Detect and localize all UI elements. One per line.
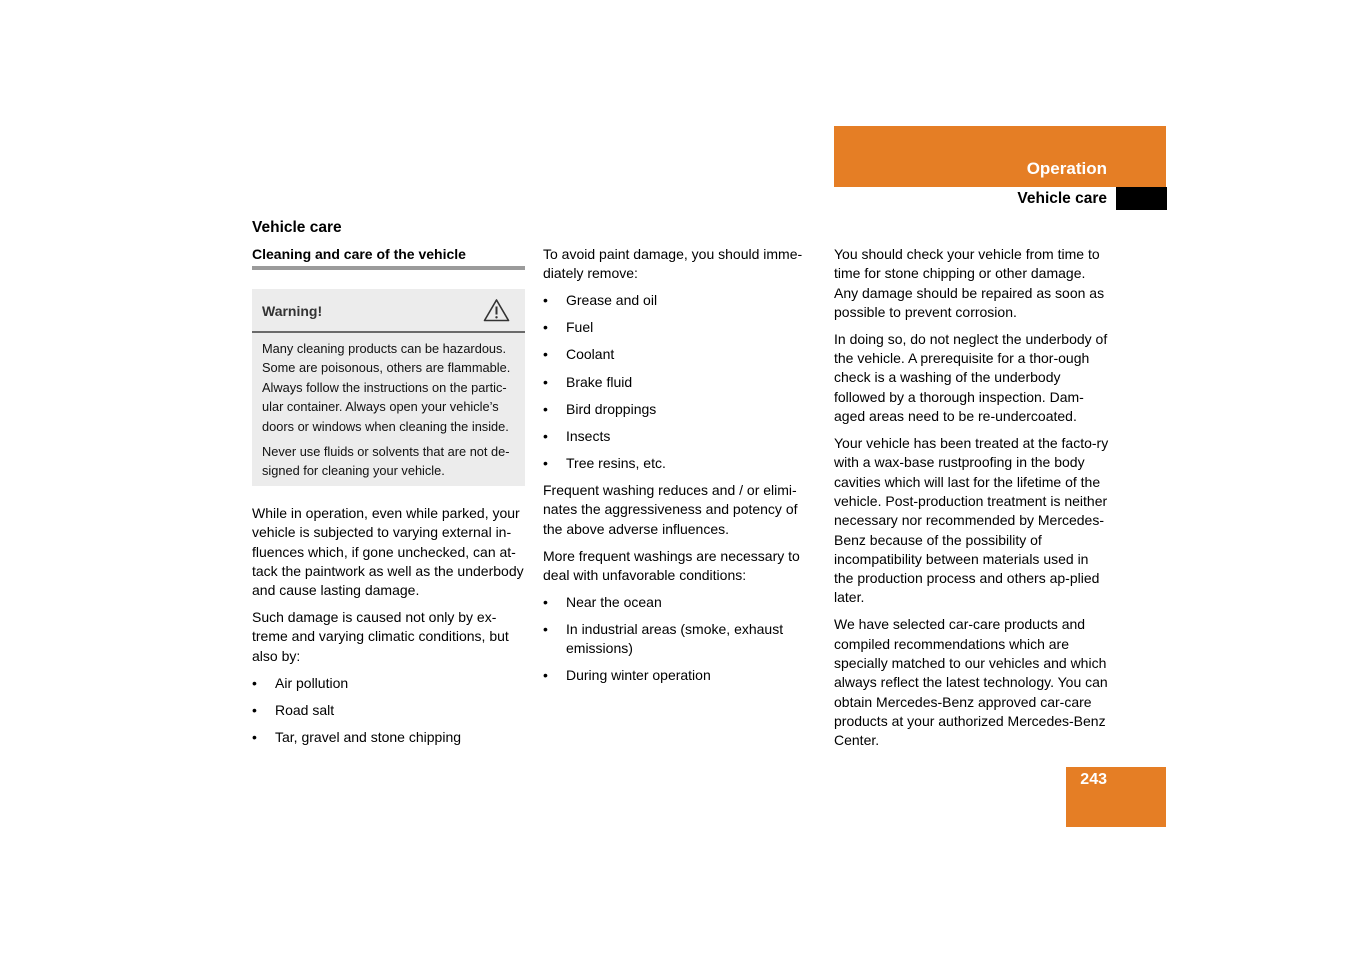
list-item: • Brake fluid xyxy=(543,373,815,392)
section-tab-marker xyxy=(1116,187,1167,210)
page-heading: Vehicle care xyxy=(252,219,342,236)
warning-text xyxy=(262,339,520,487)
subsection-heading: Cleaning and care of the vehicle xyxy=(252,246,466,262)
column-left xyxy=(252,504,527,755)
column-middle xyxy=(543,245,815,693)
warning-label: Warning! xyxy=(262,303,323,319)
body-paragraph: We have selected car-care products and compiled recommendations which are specially matched to our vehicles and which always reflect the latest technology. You can obtain Mercedes-Benz approved car-care products at your authorized Mercedes-Benz Center. xyxy=(834,616,1108,749)
body-paragraph: In doing so, do not neglect the underbody of the vehicle. A prerequisite for a thor-ough check is a washing of the underbody followed by a thorough inspection. Dam-aged areas need to be re-undercoated. xyxy=(834,330,1108,425)
list-item: • In industrial areas (smoke, exhaust emissions) xyxy=(543,620,815,659)
page-number: 243 xyxy=(1080,771,1107,788)
list-item: • Near the ocean xyxy=(543,593,815,612)
list-item: • Road salt xyxy=(252,701,527,720)
list-item: • Grease and oil xyxy=(543,291,815,310)
body-paragraph: More frequent washings are necessary to deal with unfavorable conditions: xyxy=(543,547,800,583)
body-paragraph: While in operation, even while parked, your vehicle is subjected to varying external in-fluences which, if gone unchecked, can at-tack the paintwork as well as the underbody and cause lasting damage. xyxy=(252,505,524,599)
list-item: • Tar, gravel and stone chipping xyxy=(252,728,527,747)
warning-paragraph: Never use fluids or solvents that are not de-signed for cleaning your vehicle. xyxy=(262,444,510,479)
bullet-list xyxy=(543,593,815,686)
list-item: • Tree resins, etc. xyxy=(543,454,815,473)
heading-rule xyxy=(252,266,525,270)
subsection-title: Vehicle care xyxy=(1017,190,1107,207)
body-paragraph: Your vehicle has been treated at the facto-ry with a wax-base rustproofing in the body cavities which will last for the lifetime of the vehicle. Post-production treatment is neither necessary nor recommended by Mercedes-Benz because of the possibility of incompatibility between materials used in the production process and others ap-plied later. xyxy=(834,435,1109,606)
bullet-list xyxy=(543,291,815,473)
list-item: • Bird droppings xyxy=(543,400,815,419)
body-paragraph: Frequent washing reduces and / or elimi-nates the aggressiveness and potency of the above adverse influences. xyxy=(543,481,798,537)
column-right xyxy=(834,245,1110,758)
list-item: • Air pollution xyxy=(252,674,527,693)
warning-paragraph: Many cleaning products can be hazardous. Some are poisonous, others are flammable. Always follow the instructions on the partic-ular container. Always open your vehicle’s doors or windows when cleaning the inside. xyxy=(262,341,511,434)
body-paragraph: Such damage is caused not only by ex-treme and varying climatic conditions, but also by: xyxy=(252,609,509,664)
warning-header xyxy=(252,289,525,333)
body-paragraph: To avoid paint damage, you should imme-diately remove: xyxy=(543,246,803,282)
list-item: • Insects xyxy=(543,427,815,446)
list-item: • During winter operation xyxy=(543,666,815,685)
warning-triangle-icon xyxy=(483,298,510,327)
bullet-list xyxy=(252,674,527,747)
body-paragraph: You should check your vehicle from time to time for stone chipping or other damage. Any damage should be repaired as soon as possible to prevent corrosion. xyxy=(834,246,1105,320)
section-title: Operation xyxy=(1026,159,1107,178)
warning-box xyxy=(252,289,525,486)
list-item: • Fuel xyxy=(543,318,815,337)
list-item: • Coolant xyxy=(543,345,815,364)
